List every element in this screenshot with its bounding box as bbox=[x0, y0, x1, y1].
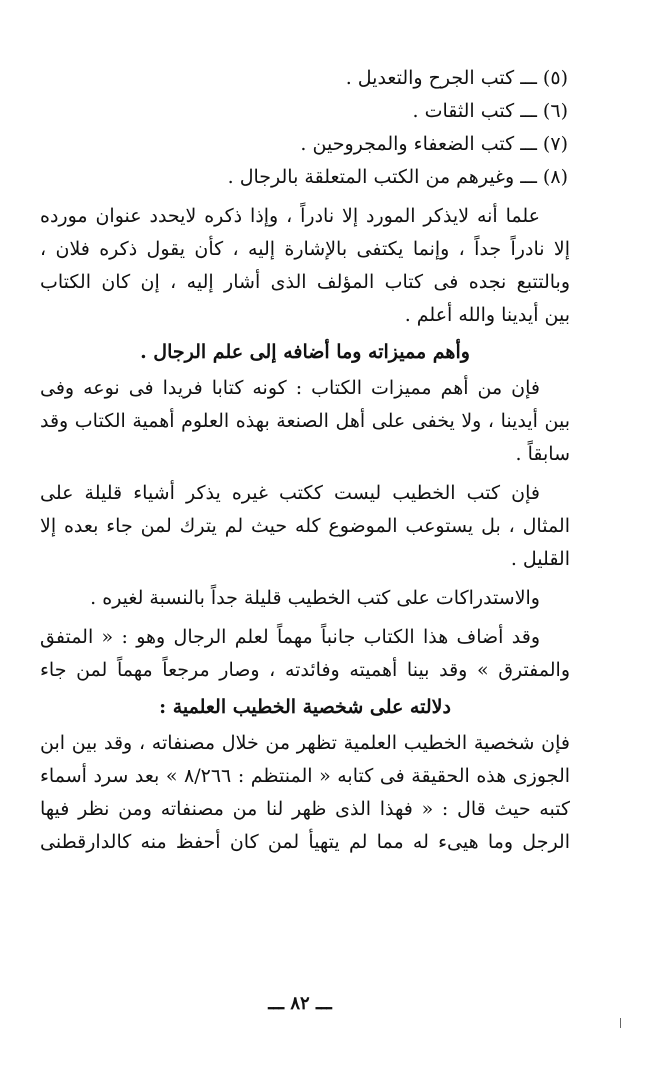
paragraph-line: فإن شخصية الخطيب العلمية تظهر من خلال مصنفاته ، وقد بين ابن bbox=[40, 732, 570, 754]
list-item: (٧) ـــ كتب الضعفاء والمجروحين . bbox=[300, 133, 568, 155]
paragraph-line: وبالتتبع نجده فى كتاب المؤلف الذى أشار إليه ، إن كان الكتاب bbox=[40, 271, 570, 293]
paragraph-line: كتبه حيث قال : « فهذا الذى ظهر لنا من مصنفاته ومن نظر فيها bbox=[40, 798, 570, 820]
paragraph-line: بين أيدينا والله أعلم . bbox=[404, 304, 570, 326]
paragraph-line: فإن كتب الخطيب ليست ككتب غيره يذكر أشياء قليلة على bbox=[40, 482, 540, 504]
section-heading: دلالته على شخصية الخطيب العلمية : bbox=[159, 696, 451, 718]
paragraph-line: والمفترق » وقد بينا أهميته وفائدته ، وصار مرجعاً مهماً لمن جاء bbox=[40, 659, 570, 681]
page-number: ـــ ٨٢ ـــ bbox=[268, 993, 332, 1014]
paragraph-line: وقد أضاف هذا الكتاب جانباً مهماً لعلم الرجال وهو : « المتفق bbox=[40, 626, 540, 648]
paragraph-line: الجوزى هذه الحقيقة فى كتابه « المنتظم : ٨/٢٦٦ » بعد سرد أسماء bbox=[40, 765, 570, 787]
paragraph-line: بين أيدينا ، ولا يخفى على أهل الصنعة بهذه العلوم أهمية الكتاب وقد bbox=[40, 410, 570, 432]
page-body bbox=[40, 62, 570, 859]
paragraph-line: علما أنه لايذكر المورد إلا نادراً ، وإذا ذكره لايحدد عنوان مورده bbox=[40, 205, 540, 227]
list-item: (٦) ـــ كتب الثقات . bbox=[412, 100, 568, 122]
paragraph-personality bbox=[40, 727, 570, 859]
scan-mark bbox=[620, 1018, 621, 1028]
paragraph-line: إلا نادراً جداً ، وإنما يكتفى بالإشارة إليه ، كأن يقول ذكره فلان ، bbox=[40, 238, 570, 260]
list bbox=[40, 62, 570, 194]
paragraph-khatib-books bbox=[40, 477, 570, 576]
paragraph-features bbox=[40, 372, 570, 471]
list-item: (٥) ـــ كتب الجرح والتعديل . bbox=[345, 67, 568, 89]
paragraph-line: فإن من أهم مميزات الكتاب : كونه كتابا فريدا فى نوعه وفى bbox=[40, 377, 540, 399]
paragraph-line: المثال ، بل يستوعب الموضوع كله حيث لم يترك لمن جاء بعده إلا bbox=[40, 515, 570, 537]
section-heading: وأهم مميزاته وما أضافه إلى علم الرجال . bbox=[140, 341, 470, 363]
paragraph-line: والاستدراكات على كتب الخطيب قليلة جداً بالنسبة لغيره . bbox=[90, 587, 540, 609]
paragraph-istidrakat bbox=[40, 582, 570, 615]
list-item: (٨) ـــ وغيرهم من الكتب المتعلقة بالرجال . bbox=[227, 166, 568, 188]
paragraph-muttafiq bbox=[40, 621, 570, 687]
paragraph-line: الرجل وما هيىء له مما لم يتهيأ لمن كان أحفظ منه كالدارقطنى bbox=[40, 831, 570, 853]
paragraph-source-note bbox=[40, 200, 570, 332]
paragraph-line: القليل . bbox=[510, 548, 570, 570]
paragraph-line: سابقاً . bbox=[515, 443, 570, 465]
